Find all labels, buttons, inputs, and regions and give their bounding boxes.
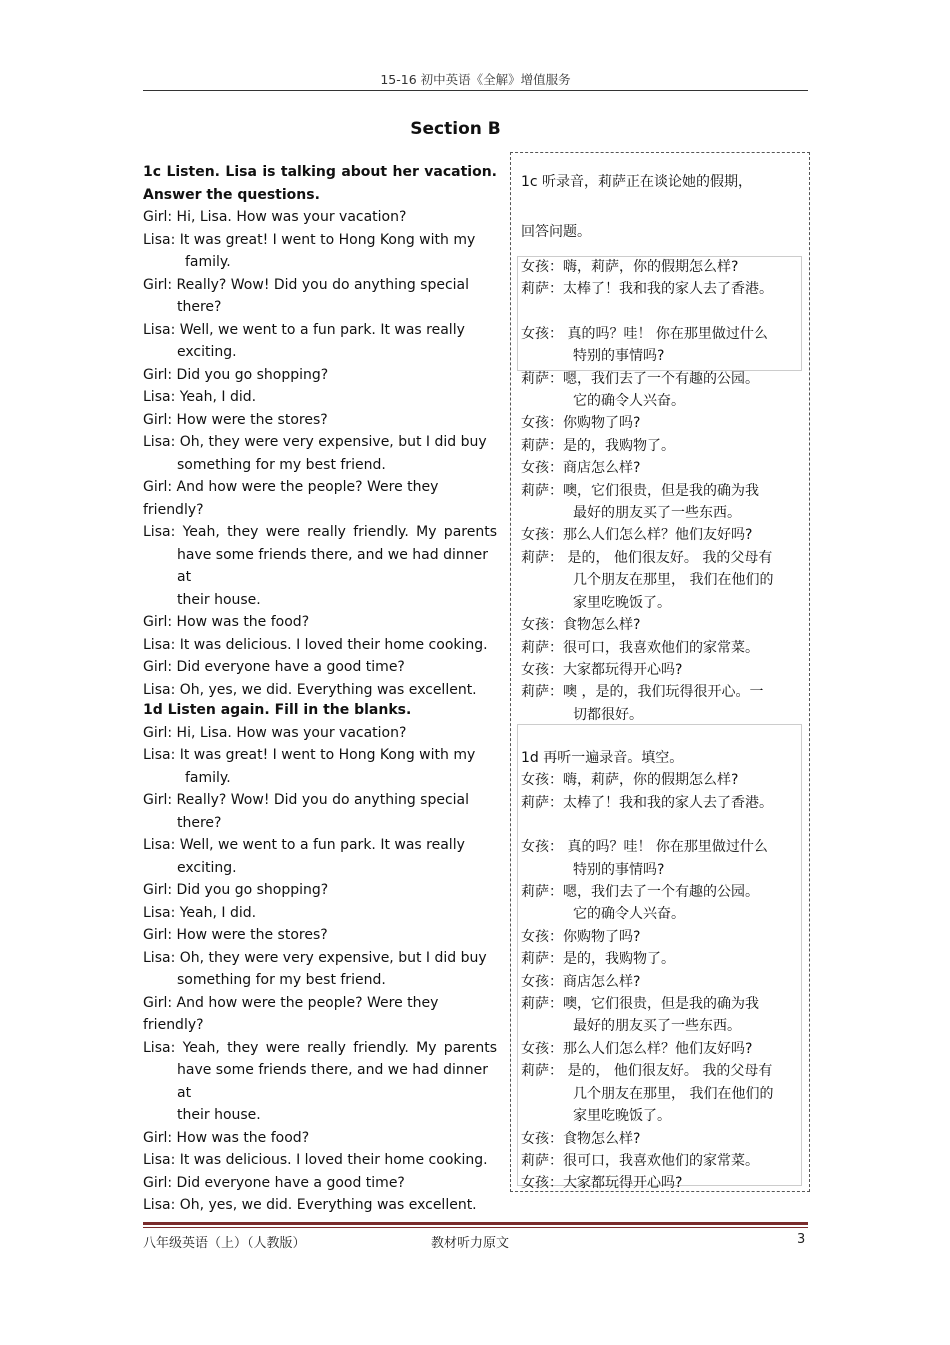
text-line: Lisa: Yeah, they were really friendly. My parents <box>143 524 497 540</box>
text-line: something for my best friend. <box>177 456 386 473</box>
page-number: 3 <box>797 1232 806 1247</box>
text-line: their house. <box>177 591 261 608</box>
text-line: 莉萨：嗯，我们去了一个有趣的公园。 <box>521 370 759 387</box>
text-line: 特别的事情吗? <box>573 861 665 878</box>
text-line: 家里吃晚饭了。 <box>573 1108 671 1125</box>
chinese-1d-lines <box>521 769 801 1194</box>
text-line: Girl: Really? Wow! Did you do anything special <box>143 276 470 293</box>
text-line: something for my best friend. <box>177 972 386 988</box>
text-line: Lisa: It was delicious. I loved their home cooking. <box>143 1152 488 1168</box>
text-line: Girl: Did everyone have a good time? <box>143 1174 405 1191</box>
text-line: 特别的事情吗? <box>573 348 665 365</box>
text-line: Girl: Did everyone have a good time? <box>143 659 405 675</box>
text-line: exciting. <box>177 344 237 360</box>
text-line: Girl: How were the stores? <box>143 927 328 943</box>
text-line: 女孩：你购物了吗? <box>521 928 641 945</box>
text-line: 它的确令人兴奋。 <box>573 906 685 923</box>
english-1d-lines <box>143 722 497 1217</box>
text-line: 女孩： 真的吗？哇！ 你在那里做过什么 <box>521 325 768 342</box>
text-line: 莉萨：太棒了！我和我的家人去了香港。 <box>521 794 773 811</box>
text-line: family. <box>185 769 231 786</box>
text-line: there? <box>177 299 222 315</box>
text-line: 女孩：那么人们怎么样？他们友好吗? <box>521 1040 753 1057</box>
english-1c-lines <box>143 206 497 701</box>
text-line: Lisa: Oh, yes, we did. Everything was excellent. <box>143 681 477 698</box>
text-line: 莉萨：太棒了！我和我的家人去了香港。 <box>521 281 773 298</box>
text-line: 最好的朋友买了一些东西。 <box>573 505 741 522</box>
text-line: Lisa: Yeah, they were really friendly. My parents <box>143 1039 497 1056</box>
text-line: Lisa: Oh, they were very expensive, but I did buy <box>143 949 487 966</box>
text-line: 切都很好。 <box>573 706 643 723</box>
english-1c-block <box>143 161 497 701</box>
text-line: 女孩：嗨，莉萨，你的假期怎么样? <box>521 259 739 275</box>
footer-section-name: 教材听力原文 <box>431 1236 510 1251</box>
text-line: Lisa: Well, we went to a fun park. It was really <box>143 321 465 338</box>
text-line: Girl: And how were the people? Were they friendly? <box>143 479 439 518</box>
chinese-1c-heading-line2: 回答问题。 <box>521 224 591 240</box>
text-line: 莉萨：噢 ，是的，我们玩得很开心。一 <box>521 684 764 701</box>
text-line: Lisa: Yeah, I did. <box>143 904 257 921</box>
text-line: Lisa: Well, we went to a fun park. It was really <box>143 837 465 853</box>
text-line: Girl: Hi, Lisa. How was your vacation? <box>143 209 407 225</box>
page-header: 15-16 初中英语《全解》增值服务 <box>380 72 571 87</box>
text-line: 莉萨：很可口，我喜欢他们的家常菜。 <box>521 1152 759 1169</box>
chinese-1c-heading-line1: 1c 听录音，莉萨正在谈论她的假期， <box>521 174 753 190</box>
header-divider <box>143 90 808 91</box>
text-line: 女孩：那么人们怎么样？他们友好吗? <box>521 527 753 544</box>
text-line <box>521 814 801 836</box>
text-line: Girl: How was the food? <box>143 1129 310 1146</box>
footer-rule-thin <box>143 1227 808 1228</box>
text-line: there? <box>177 814 222 831</box>
text-line: 女孩：食物怎么样? <box>521 1130 641 1147</box>
footer-rule-thick <box>143 1222 808 1225</box>
text-line: Girl: And how were the people? Were they friendly? <box>143 994 439 1033</box>
text-line: Girl: Hi, Lisa. How was your vacation? <box>143 724 407 741</box>
exercise-1c-heading: 1c Listen. Lisa is talking about her vacation. Answer the questions. <box>143 164 497 203</box>
text-line: 莉萨：噢，它们很贵，但是我的确为我 <box>521 482 759 499</box>
text-line: Lisa: It was delicious. I loved their home cooking. <box>143 636 488 653</box>
text-line: 几个朋友在那里， 我们在他们的 <box>573 572 774 589</box>
text-line: Girl: How were the stores? <box>143 411 328 428</box>
text-line: Lisa: Yeah, I did. <box>143 389 257 405</box>
section-title: Section B <box>410 119 501 139</box>
text-line: 女孩：嗨，莉萨，你的假期怎么样? <box>521 772 739 789</box>
exercise-1d-heading: 1d Listen again. Fill in the blanks. <box>143 702 412 718</box>
text-line: Girl: Did you go shopping? <box>143 366 329 383</box>
text-line: have some friends there, and we had dinner at <box>177 546 488 585</box>
text-line: Lisa: Oh, yes, we did. Everything was excellent. <box>143 1197 477 1213</box>
text-line: 女孩：你购物了吗? <box>521 415 641 432</box>
text-line: 女孩：大家都玩得开心吗? <box>521 1175 683 1192</box>
chinese-1c-heading <box>521 171 801 193</box>
text-line: 家里吃晚饭了。 <box>573 594 671 611</box>
text-line: 女孩：食物怎么样? <box>521 617 641 634</box>
text-line <box>521 301 801 323</box>
text-line: 莉萨：嗯，我们去了一个有趣的公园。 <box>521 884 759 901</box>
text-line: Girl: How was the food? <box>143 614 310 630</box>
footer-book-title: 八年级英语（上）（人教版） <box>143 1236 306 1251</box>
chinese-1c-heading-cont <box>521 221 801 243</box>
text-line: 几个朋友在那里， 我们在他们的 <box>573 1085 774 1102</box>
text-line: family. <box>185 254 231 270</box>
chinese-1c-lines <box>521 256 801 726</box>
text-line: 最好的朋友买了一些东西。 <box>573 1018 741 1035</box>
text-line: their house. <box>177 1107 261 1123</box>
text-line: 它的确令人兴奋。 <box>573 393 685 410</box>
text-line: 女孩： 真的吗？哇！ 你在那里做过什么 <box>521 839 768 856</box>
text-line: 女孩：商店怎么样? <box>521 460 641 477</box>
text-line: 莉萨：是的，我购物了。 <box>521 437 675 454</box>
chinese-1d-block <box>521 747 801 1195</box>
text-line: Lisa: Oh, they were very expensive, but I did buy <box>143 434 487 450</box>
text-line: exciting. <box>177 859 237 876</box>
english-1d-block <box>143 699 497 1217</box>
text-line: have some friends there, and we had dinner at <box>177 1062 488 1101</box>
text-line: Girl: Really? Wow! Did you do anything special <box>143 792 470 808</box>
text-line: Lisa: It was great! I went to Hong Kong with my <box>143 231 476 248</box>
text-line: 女孩：大家都玩得开心吗? <box>521 661 683 678</box>
text-line: Lisa: It was great! I went to Hong Kong with my <box>143 747 476 763</box>
text-line: 莉萨：是的，我购物了。 <box>521 951 675 968</box>
text-line: 莉萨： 是的， 他们很友好。 我的父母有 <box>521 1063 773 1080</box>
chinese-1d-heading: 1d 再听一遍录音。填空。 <box>521 750 684 766</box>
text-line: 女孩：商店怎么样? <box>521 973 641 990</box>
text-line: 莉萨：很可口，我喜欢他们的家常菜。 <box>521 639 759 656</box>
text-line: Girl: Did you go shopping? <box>143 882 329 898</box>
text-line: 莉萨：噢，它们很贵，但是我的确为我 <box>521 996 759 1013</box>
text-line: 莉萨： 是的， 他们很友好。 我的父母有 <box>521 549 773 566</box>
